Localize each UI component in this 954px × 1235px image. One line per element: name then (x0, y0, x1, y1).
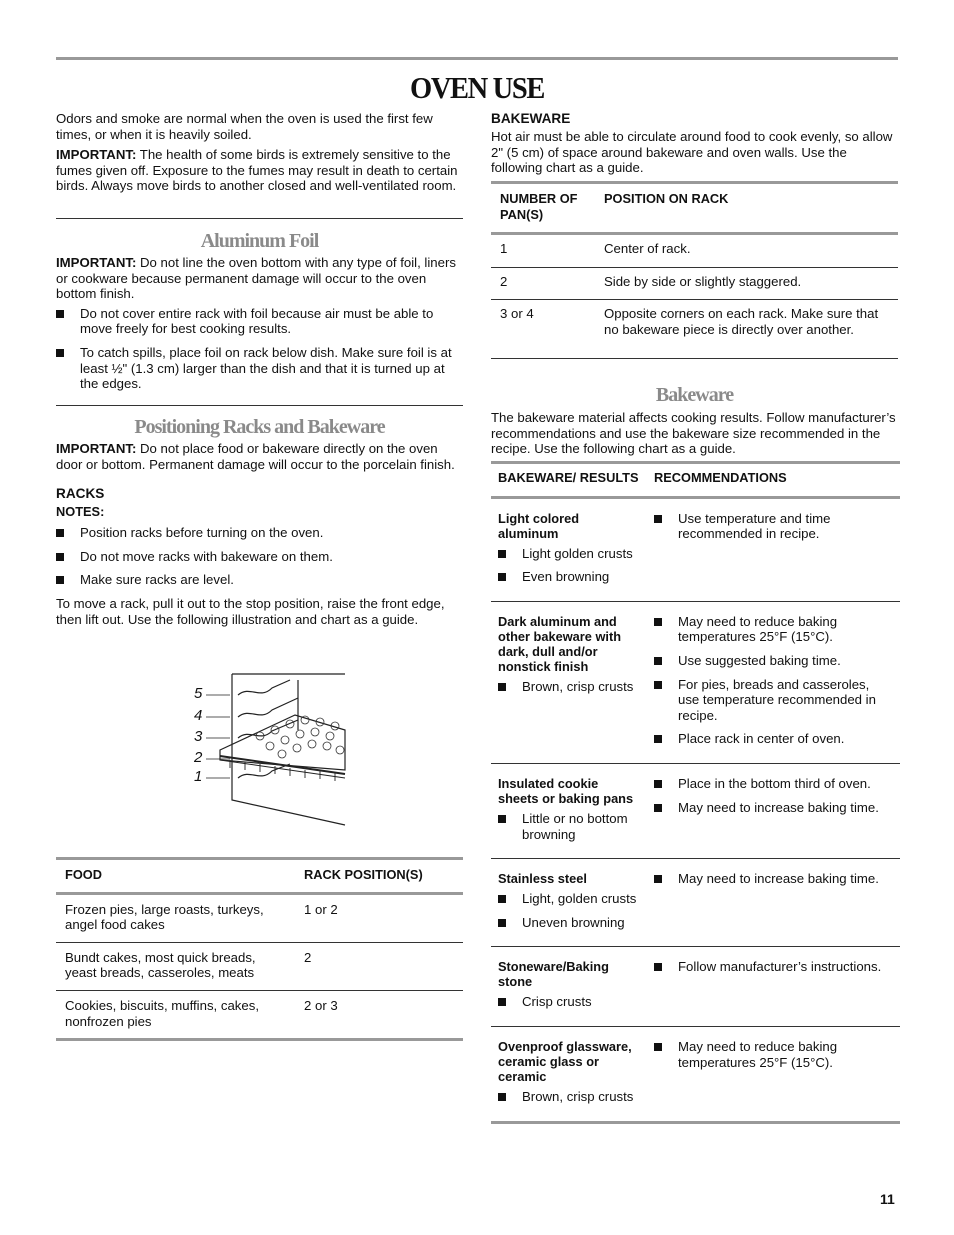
table-row (491, 763, 900, 858)
rack-label-5: 5 (194, 685, 203, 702)
results-list (498, 811, 640, 842)
list-item: May need to reduce baking temperatures 25°F (15°C). (654, 614, 893, 645)
list-item: For pies, breads and casseroles, use temperature recommended in recipe. (654, 677, 893, 724)
column-header-pans: NUMBER OF PAN(S) (500, 191, 578, 222)
list-item: Use temperature and time recommended in recipe. (654, 511, 893, 542)
pans-cell: 2 (500, 273, 508, 289)
positioning-section (56, 415, 463, 632)
list-item: May need to reduce baking temperatures 25°F (15°C). (654, 1039, 893, 1070)
bakeware-spacing-text: Hot air must be able to circulate around food to cook evenly, so allow 2" (5 cm) of space around bakeware and oven walls. Use the following chart as a guide. (491, 129, 893, 176)
racks-heading: RACKS (56, 486, 105, 502)
table-row (56, 893, 463, 942)
results-list (498, 994, 640, 1010)
table-row (56, 990, 463, 1039)
bakeware-material: Stainless steel (498, 871, 587, 887)
intro-paragraph: Odors and smoke are normal when the oven is used the first few times, or when it is heavily soiled. (56, 111, 433, 142)
table-row (491, 947, 900, 1027)
rack-label-3: 3 (194, 728, 203, 745)
position-cell: Side by side or slightly staggered. (604, 273, 802, 289)
bakeware-heading: BAKEWARE (491, 111, 571, 126)
results-list (498, 679, 640, 695)
recommendations-list (654, 959, 893, 975)
recommendations-list (654, 776, 893, 815)
rack-label-1: 1 (194, 768, 203, 785)
list-item: Position racks before turning on the oven. (56, 525, 463, 541)
bakeware-spacing-section (491, 111, 898, 181)
table-row (491, 234, 898, 268)
bakeware-material: Insulated cookie sheets or baking pans (498, 775, 634, 806)
oven-cavity-drawing (190, 670, 350, 830)
recommendations-list (654, 614, 893, 747)
recommendations-cell (647, 859, 900, 947)
list-item: Do not cover entire rack with foil because air must be able to move freely for best cooking results. (56, 306, 463, 337)
section-heading: Aluminum Foil (200, 230, 319, 252)
list-item: May need to increase baking time. (654, 871, 893, 887)
list-item: Uneven browning (498, 915, 640, 931)
notes-heading: NOTES: (56, 504, 105, 520)
pans-cell: 1 (500, 241, 508, 257)
results-list (498, 891, 640, 930)
column-header-bakeware: BAKEWARE/ RESULTS (498, 470, 639, 485)
recommendations-cell (647, 763, 900, 858)
rack-label-4: 4 (194, 707, 203, 724)
table-row (491, 859, 900, 947)
table-row (491, 601, 900, 763)
list-item: Place rack in center of oven. (654, 731, 893, 747)
recommendations-list (654, 871, 893, 887)
list-item: To catch spills, place foil on rack below dish. Make sure foil is at least ½" (1.3 cm) larger than the dish and that it is turned up at the edges. (56, 345, 463, 392)
table-header-row (56, 859, 463, 894)
birds-warning: IMPORTANT: The health of some birds is extremely sensitive to the fumes given off. Exposure to the fumes may result in death to certain birds. Always move birds to another closed and well-ventilated room. (56, 147, 458, 194)
list-item: Make sure racks are level. (56, 572, 463, 588)
results-list (498, 1089, 640, 1105)
bakeware-cell (491, 763, 647, 858)
section-heading: Positioning Racks and Bakeware (134, 416, 385, 438)
list-item: Brown, crisp crusts (498, 1089, 640, 1105)
recommendations-cell (647, 947, 900, 1027)
table-header-row (491, 463, 900, 498)
page-title: OVEN USE (410, 70, 544, 105)
pan-position-table (491, 181, 898, 359)
table-header-row (491, 183, 898, 234)
column-header-food: FOOD (65, 867, 102, 882)
recommendations-list (654, 1039, 893, 1070)
bakeware-cell (491, 601, 647, 763)
bakeware-material: Light colored aluminum (498, 510, 580, 541)
list-item: Do not move racks with bakeware on them. (56, 549, 463, 565)
list-item: Crisp crusts (498, 994, 640, 1010)
position-cell: Center of rack. (604, 241, 691, 257)
rack-cell: 2 (304, 949, 312, 965)
list-item: Follow manufacturer’s instructions. (654, 959, 893, 975)
divider (56, 405, 463, 406)
food-cell: Frozen pies, large roasts, turkeys, angel food cakes (65, 901, 264, 933)
column-header-rack-position: RACK POSITION(S) (304, 867, 423, 882)
list-item: Brown, crisp crusts (498, 679, 640, 695)
table-row (491, 497, 900, 601)
position-cell: Opposite corners on each rack. Make sure that no bakeware piece is directly over another. (604, 306, 879, 337)
oven-rack-illustration (190, 670, 350, 830)
top-rule (56, 57, 898, 60)
recommendations-cell (647, 1026, 900, 1122)
list-item: Use suggested baking time. (654, 653, 893, 669)
list-item: Light, golden crusts (498, 891, 640, 907)
bakeware-material: Stoneware/Baking stone (498, 959, 609, 990)
food-cell: Bundt cakes, most quick breads, yeast breads, casseroles, meats (65, 949, 256, 981)
bakeware-material: Dark aluminum and other bakeware with dark, dull and/or nonstick finish (498, 613, 622, 674)
left-column (56, 111, 463, 199)
bakeware-cell (491, 1026, 647, 1122)
food-cell: Cookies, biscuits, muffins, cakes, nonfrozen pies (65, 997, 259, 1029)
bakeware-cell (491, 947, 647, 1027)
recommendations-cell (647, 601, 900, 763)
table-row (491, 300, 898, 358)
section-heading: Bakeware (655, 384, 734, 406)
table-row (56, 942, 463, 990)
pans-cell: 3 or 4 (500, 306, 534, 322)
bakeware-recommendations-table (491, 461, 900, 1124)
rack-cell: 2 or 3 (304, 997, 338, 1013)
bakeware-material-section (491, 383, 898, 462)
divider (56, 218, 463, 219)
bakeware-material: Ovenproof glassware, ceramic glass or ceramic (498, 1038, 632, 1084)
list-item: Little or no bottom browning (498, 811, 640, 842)
list-item: May need to increase baking time. (654, 800, 893, 816)
column-header-recommendations: RECOMMENDATIONS (654, 470, 787, 485)
notes-list (56, 525, 463, 588)
rack-label-2: 2 (194, 749, 203, 766)
table-row (491, 1026, 900, 1122)
column-header-position: POSITION ON RACK (604, 191, 729, 206)
aluminum-foil-section (56, 229, 463, 400)
recommendations-cell (647, 497, 900, 601)
bakeware-cell (491, 859, 647, 947)
food-rack-table (56, 857, 463, 1041)
table-row (491, 267, 898, 300)
foil-bullets (56, 306, 463, 392)
foil-important: IMPORTANT: Do not line the oven bottom with any type of foil, liners or cookware because permanent damage will occur to the oven bottom finish. (56, 255, 456, 302)
positioning-important: IMPORTANT: Do not place food or bakeware directly on the oven door or bottom. Permanent damage will occur to the porcelain finish. (56, 441, 455, 472)
bakeware-cell (491, 497, 647, 601)
page-number: 11 (880, 1191, 895, 1207)
bakeware-material-text: The bakeware material affects cooking results. Follow manufacturer’s recommendations and use the bakeware size recommended in the recipe. Use the following chart as a guide. (491, 410, 896, 457)
results-list (498, 546, 640, 585)
rack-cell: 1 or 2 (304, 901, 338, 917)
list-item: Even browning (498, 569, 640, 585)
list-item: Place in the bottom third of oven. (654, 776, 893, 792)
list-item: Light golden crusts (498, 546, 640, 562)
recommendations-list (654, 511, 893, 542)
move-rack-instructions: To move a rack, pull it out to the stop position, raise the front edge, then lift out. Use the following illustration and chart as a guide. (56, 595, 445, 627)
